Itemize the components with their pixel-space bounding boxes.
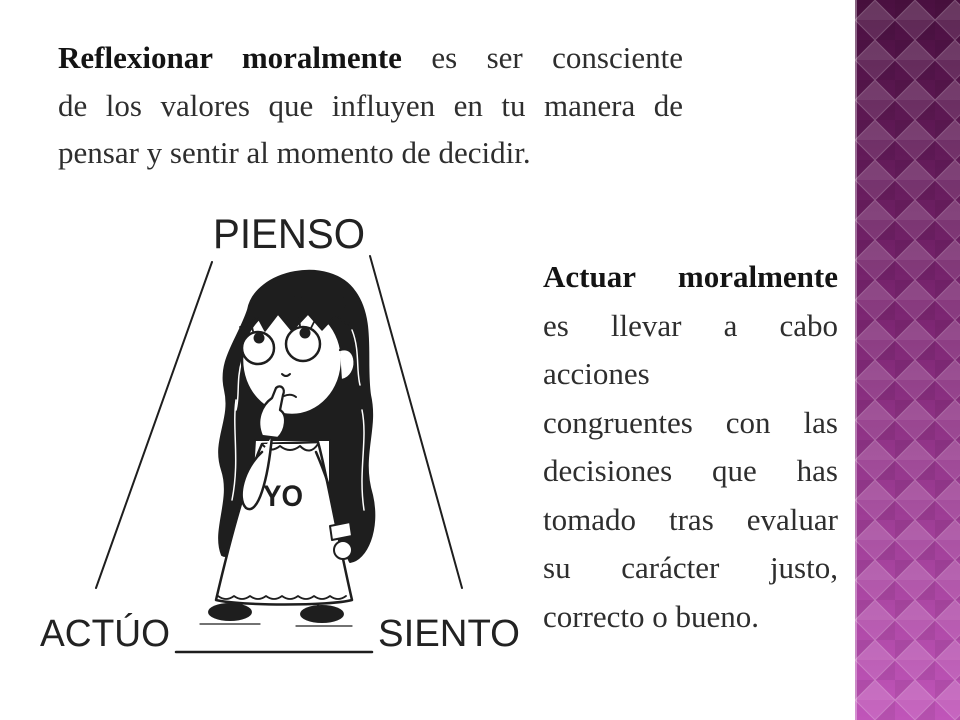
label-think: PIENSO (213, 210, 365, 257)
intro-line-3: pensar y sentir al momento de decidir. (58, 135, 531, 170)
right-pupil (300, 328, 311, 339)
dress-label: YO (263, 480, 303, 513)
action-line-1 (543, 253, 838, 302)
band-diamond-pattern (855, 0, 960, 720)
action-line-7: su carácter justo, (543, 550, 838, 585)
intro-term: Reflexionar moralmente (58, 40, 402, 75)
decorative-band (855, 0, 960, 720)
right-shoe (300, 605, 344, 623)
intro-line-2: de los valores que influyen en tu manera de (58, 87, 683, 123)
band-edge (855, 0, 857, 720)
ground-shadow (200, 624, 352, 626)
action-paragraph (543, 253, 838, 641)
label-act: ACTÚO (40, 613, 173, 655)
frame-right-line (370, 256, 462, 588)
action-line-5: decisiones que has (543, 453, 838, 488)
action-line-8: correcto o bueno. (543, 598, 760, 634)
intro-line-1-text: es ser consciente (401, 40, 683, 75)
action-line-2: es llevar a cabo (543, 307, 838, 343)
action-line-4: congruentes con las (543, 404, 838, 440)
hanging-hand (334, 541, 352, 559)
frame-left-line (96, 262, 212, 588)
action-term: Actuar moralmente (543, 259, 838, 294)
label-feel: SIENTO (378, 613, 520, 655)
sleeve-cuff (330, 522, 352, 540)
action-line-6: tomado tras evaluar (543, 501, 838, 537)
action-line-3: acciones (543, 356, 650, 391)
left-shoe (208, 603, 252, 621)
left-pupil (254, 333, 265, 344)
